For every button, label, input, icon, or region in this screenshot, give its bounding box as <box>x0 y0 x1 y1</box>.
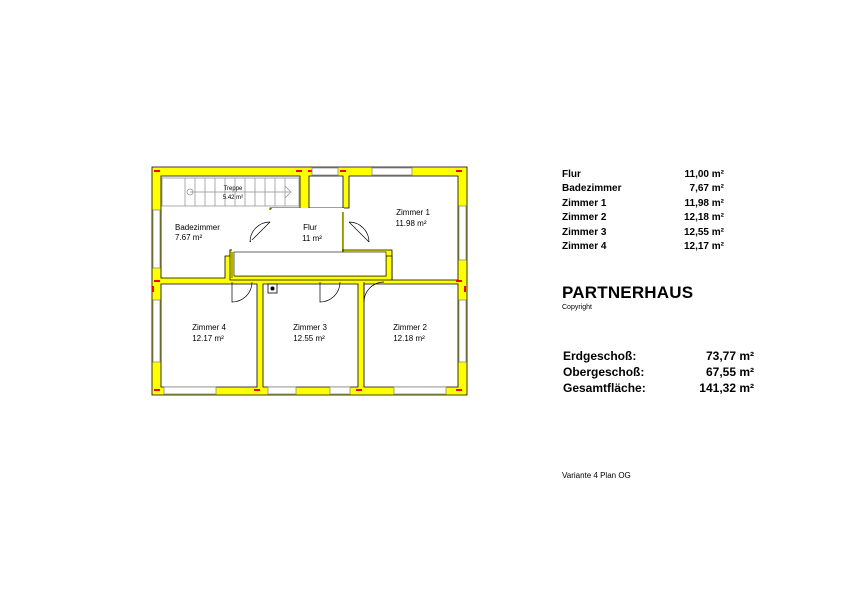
room-area-badezimmer: 7.67 m² <box>175 233 203 242</box>
table-row <box>562 211 724 225</box>
room-label-zimmer-3: Zimmer 3 <box>293 323 327 332</box>
stair <box>162 178 299 206</box>
table-row <box>562 168 724 182</box>
room-label-badezimmer: Badezimmer <box>175 223 220 232</box>
total-label: Erdgeschoß: <box>563 349 637 363</box>
room-area-zimmer-3: 12.55 m² <box>293 334 325 343</box>
shaft-symbol <box>268 284 277 293</box>
total-label: Obergeschoß: <box>563 365 645 379</box>
room-area: 7,67 m² <box>689 183 724 195</box>
total-value: 67,55 m² <box>705 365 754 379</box>
plan-variant-caption: Variante 4 Plan OG <box>562 471 631 480</box>
room-name: Badezimmer <box>562 183 622 195</box>
table-row <box>562 197 724 211</box>
room-area: 12,17 m² <box>683 240 724 252</box>
total-value: 141,32 m² <box>699 381 754 395</box>
table-row <box>562 182 724 196</box>
room-name: Zimmer 4 <box>562 240 607 252</box>
copyright-note: Copyright <box>562 304 592 311</box>
room-label-zimmer-1: Zimmer 1 <box>396 208 430 217</box>
room-area-table <box>562 168 724 254</box>
brand-title: PARTNERHAUS <box>562 283 694 302</box>
room-area: 12,18 m² <box>683 212 724 224</box>
room-area-zimmer-4: 12.17 m² <box>192 334 224 343</box>
total-value: 73,77 m² <box>705 349 754 363</box>
room-label-zimmer-2: Zimmer 2 <box>393 323 427 332</box>
stair-area: 5.42 m² <box>222 195 244 201</box>
stair-label: Treppe <box>223 186 243 192</box>
room-area: 12,55 m² <box>683 226 724 238</box>
room-name: Zimmer 1 <box>562 197 607 209</box>
corridor-floor <box>232 210 342 252</box>
total-label: Gesamtfläche: <box>563 381 646 395</box>
total-row <box>563 380 754 396</box>
room-label-flur: Flur <box>303 223 317 232</box>
room-area-zimmer-2: 12.18 m² <box>393 334 425 343</box>
room-area-flur: 11 m² <box>302 234 322 243</box>
table-row <box>562 226 724 240</box>
area-totals <box>563 348 754 396</box>
room-area: 11,98 m² <box>684 197 724 209</box>
total-row <box>563 364 754 380</box>
room-name: Zimmer 2 <box>562 212 607 224</box>
room-area-zimmer-1: 11.98 m² <box>395 219 427 228</box>
total-row <box>563 348 754 364</box>
room-label-zimmer-4: Zimmer 4 <box>192 323 226 332</box>
room-name: Zimmer 3 <box>562 226 607 238</box>
table-row <box>562 240 724 254</box>
room-area: 11,00 m² <box>684 169 724 180</box>
room-name: Flur <box>562 169 581 180</box>
